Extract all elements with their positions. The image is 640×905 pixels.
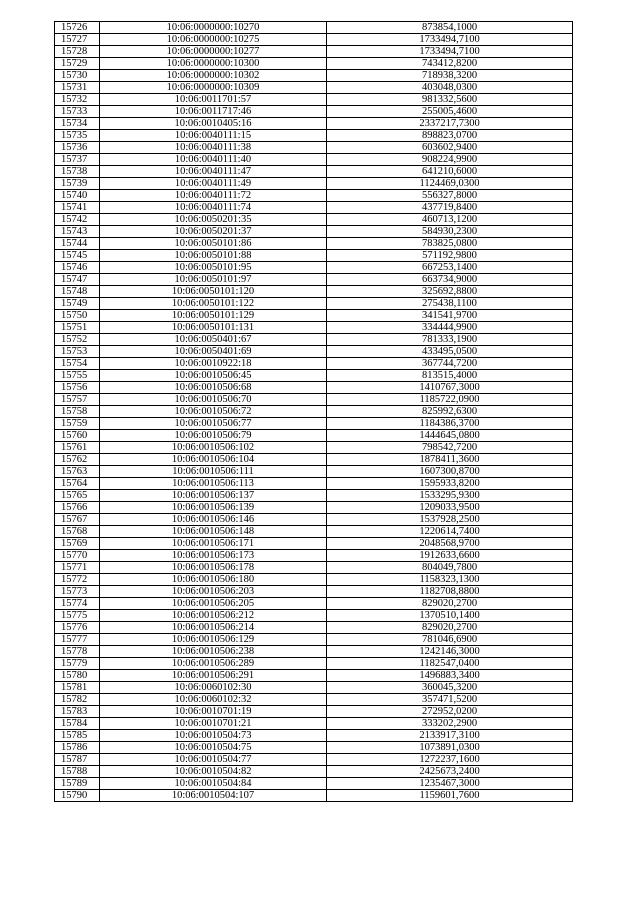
- table-row: [55, 610, 573, 622]
- row-number: 15756: [55, 382, 100, 394]
- cadastral-value: 2425673,2400: [327, 766, 573, 778]
- cadastral-value: 898823,0700: [327, 130, 573, 142]
- cadastral-number: 10:06:0010504:107: [100, 790, 327, 802]
- row-number: 15762: [55, 454, 100, 466]
- cadastral-value: 367744,7200: [327, 358, 573, 370]
- cadastral-value: 1537928,2500: [327, 514, 573, 526]
- row-number: 15742: [55, 214, 100, 226]
- cadastral-number: 10:06:0040111:74: [100, 202, 327, 214]
- row-number: 15748: [55, 286, 100, 298]
- row-number: 15767: [55, 514, 100, 526]
- table-row: [55, 22, 573, 34]
- cadastral-number: 10:06:0010506:111: [100, 466, 327, 478]
- cadastral-number: 10:06:0010506:113: [100, 478, 327, 490]
- table-row: [55, 586, 573, 598]
- cadastral-value: 1159601,7600: [327, 790, 573, 802]
- row-number: 15752: [55, 334, 100, 346]
- table-row: [55, 142, 573, 154]
- row-number: 15746: [55, 262, 100, 274]
- row-number: 15770: [55, 550, 100, 562]
- cadastral-number: 10:06:0000000:10300: [100, 58, 327, 70]
- cadastral-number: 10:06:0040111:72: [100, 190, 327, 202]
- cadastral-number: 10:06:0010506:148: [100, 526, 327, 538]
- row-number: 15749: [55, 298, 100, 310]
- row-number: 15763: [55, 466, 100, 478]
- row-number: 15772: [55, 574, 100, 586]
- cadastral-value: 357471,5200: [327, 694, 573, 706]
- cadastral-value: 1733494,7100: [327, 34, 573, 46]
- cadastral-value: 873854,1000: [327, 22, 573, 34]
- table-row: [55, 406, 573, 418]
- table-row: [55, 550, 573, 562]
- row-number: 15750: [55, 310, 100, 322]
- cadastral-value: 798542,7200: [327, 442, 573, 454]
- row-number: 15728: [55, 46, 100, 58]
- cadastral-number: 10:06:0010506:205: [100, 598, 327, 610]
- table-row: [55, 322, 573, 334]
- cadastral-value: 781046,6900: [327, 634, 573, 646]
- cadastral-number: 10:06:0050401:67: [100, 334, 327, 346]
- row-number: 15743: [55, 226, 100, 238]
- cadastral-number: 10:06:0010506:238: [100, 646, 327, 658]
- cadastral-value: 1124469,0300: [327, 178, 573, 190]
- table-row: [55, 370, 573, 382]
- table-body: [55, 22, 573, 802]
- table-row: [55, 250, 573, 262]
- cadastral-number: 10:06:0040111:15: [100, 130, 327, 142]
- cadastral-number: 10:06:0010506:77: [100, 418, 327, 430]
- cadastral-value: 1496883,3400: [327, 670, 573, 682]
- table-row: [55, 466, 573, 478]
- row-number: 15739: [55, 178, 100, 190]
- cadastral-number: 10:06:0010506:72: [100, 406, 327, 418]
- row-number: 15776: [55, 622, 100, 634]
- cadastral-number: 10:06:0010504:84: [100, 778, 327, 790]
- table-row: [55, 502, 573, 514]
- row-number: 15786: [55, 742, 100, 754]
- table-row: [55, 310, 573, 322]
- cadastral-number: 10:06:0010506:45: [100, 370, 327, 382]
- cadastral-value: 813515,4000: [327, 370, 573, 382]
- table-row: [55, 274, 573, 286]
- cadastral-value: 829020,2700: [327, 598, 573, 610]
- cadastral-number: 10:06:0010506:171: [100, 538, 327, 550]
- cadastral-number: 10:06:0010701:19: [100, 706, 327, 718]
- cadastral-value: 908224,9900: [327, 154, 573, 166]
- cadastral-value: 667253,1400: [327, 262, 573, 274]
- cadastral-value: 325692,8800: [327, 286, 573, 298]
- cadastral-value: 341541,9700: [327, 310, 573, 322]
- cadastral-value: 1444645,0800: [327, 430, 573, 442]
- cadastral-number: 10:06:0010506:139: [100, 502, 327, 514]
- row-number: 15759: [55, 418, 100, 430]
- table-row: [55, 394, 573, 406]
- row-number: 15775: [55, 610, 100, 622]
- row-number: 15731: [55, 82, 100, 94]
- cadastral-number: 10:06:0000000:10275: [100, 34, 327, 46]
- cadastral-value: 360045,3200: [327, 682, 573, 694]
- cadastral-value: 743412,8200: [327, 58, 573, 70]
- row-number: 15782: [55, 694, 100, 706]
- table-row: [55, 382, 573, 394]
- cadastral-value: 275438,1100: [327, 298, 573, 310]
- row-number: 15726: [55, 22, 100, 34]
- row-number: 15761: [55, 442, 100, 454]
- row-number: 15783: [55, 706, 100, 718]
- cadastral-value: 718938,3200: [327, 70, 573, 82]
- table-row: [55, 634, 573, 646]
- table-row: [55, 334, 573, 346]
- table-row: [55, 718, 573, 730]
- row-number: 15735: [55, 130, 100, 142]
- cadastral-value: 1182708,8800: [327, 586, 573, 598]
- table-row: [55, 574, 573, 586]
- row-number: 15778: [55, 646, 100, 658]
- cadastral-number: 10:06:0000000:10277: [100, 46, 327, 58]
- row-number: 15727: [55, 34, 100, 46]
- row-number: 15784: [55, 718, 100, 730]
- cadastral-value: 663734,9000: [327, 274, 573, 286]
- row-number: 15753: [55, 346, 100, 358]
- cadastral-value: 1242146,3000: [327, 646, 573, 658]
- cadastral-value: 829020,2700: [327, 622, 573, 634]
- cadastral-value: 1184386,3700: [327, 418, 573, 430]
- cadastral-value: 783825,0800: [327, 238, 573, 250]
- table-row: [55, 130, 573, 142]
- table-row: [55, 286, 573, 298]
- cadastral-number: 10:06:0050201:35: [100, 214, 327, 226]
- cadastral-number: 10:06:0011701:57: [100, 94, 327, 106]
- cadastral-number: 10:06:0010506:102: [100, 442, 327, 454]
- table-row: [55, 538, 573, 550]
- table-row: [55, 790, 573, 802]
- table-row: [55, 226, 573, 238]
- table-row: [55, 106, 573, 118]
- table-row: [55, 418, 573, 430]
- cadastral-value: 255005,4600: [327, 106, 573, 118]
- cadastral-value: 437719,8400: [327, 202, 573, 214]
- table-row: [55, 598, 573, 610]
- cadastral-number: 10:06:0040111:38: [100, 142, 327, 154]
- cadastral-value: 2133917,3100: [327, 730, 573, 742]
- cadastral-number: 10:06:0050101:97: [100, 274, 327, 286]
- table-row: [55, 430, 573, 442]
- table-row: [55, 622, 573, 634]
- cadastral-number: 10:06:0010506:70: [100, 394, 327, 406]
- cadastral-value: 460713,1200: [327, 214, 573, 226]
- cadastral-number: 10:06:0000000:10302: [100, 70, 327, 82]
- row-number: 15751: [55, 322, 100, 334]
- cadastral-number: 10:06:0010506:178: [100, 562, 327, 574]
- cadastral-value: 1370510,1400: [327, 610, 573, 622]
- cadastral-value-table: [54, 21, 573, 802]
- cadastral-number: 10:06:0050101:88: [100, 250, 327, 262]
- table-row: [55, 154, 573, 166]
- cadastral-value: 403048,0300: [327, 82, 573, 94]
- table-row: [55, 346, 573, 358]
- cadastral-number: 10:06:0050101:86: [100, 238, 327, 250]
- cadastral-value: 1410767,3000: [327, 382, 573, 394]
- table-row: [55, 442, 573, 454]
- cadastral-value: 1607300,8700: [327, 466, 573, 478]
- cadastral-value: 556327,8000: [327, 190, 573, 202]
- table-row: [55, 202, 573, 214]
- table-row: [55, 94, 573, 106]
- table-row: [55, 214, 573, 226]
- row-number: 15745: [55, 250, 100, 262]
- cadastral-value: 1185722,0900: [327, 394, 573, 406]
- cadastral-number: 10:06:0040111:49: [100, 178, 327, 190]
- table-row: [55, 118, 573, 130]
- row-number: 15790: [55, 790, 100, 802]
- cadastral-value: 1158323,1300: [327, 574, 573, 586]
- table-row: [55, 514, 573, 526]
- row-number: 15777: [55, 634, 100, 646]
- cadastral-number: 10:06:0010506:214: [100, 622, 327, 634]
- row-number: 15781: [55, 682, 100, 694]
- cadastral-value: 1272237,1600: [327, 754, 573, 766]
- table-row: [55, 46, 573, 58]
- cadastral-value: 1595933,8200: [327, 478, 573, 490]
- cadastral-value: 603602,9400: [327, 142, 573, 154]
- cadastral-number: 10:06:0010922:18: [100, 358, 327, 370]
- table-row: [55, 58, 573, 70]
- table-row: [55, 70, 573, 82]
- row-number: 15779: [55, 658, 100, 670]
- cadastral-value: 2048568,9700: [327, 538, 573, 550]
- cadastral-number: 10:06:0000000:10309: [100, 82, 327, 94]
- row-number: 15758: [55, 406, 100, 418]
- cadastral-value: 433495,0500: [327, 346, 573, 358]
- cadastral-number: 10:06:0010506:146: [100, 514, 327, 526]
- row-number: 15757: [55, 394, 100, 406]
- table-row: [55, 706, 573, 718]
- table-row: [55, 358, 573, 370]
- cadastral-value: 334444,9900: [327, 322, 573, 334]
- cadastral-number: 10:06:0011717:46: [100, 106, 327, 118]
- cadastral-value: 2337217,7300: [327, 118, 573, 130]
- table-row: [55, 82, 573, 94]
- cadastral-value: 272952,0200: [327, 706, 573, 718]
- row-number: 15740: [55, 190, 100, 202]
- cadastral-value: 1878411,3600: [327, 454, 573, 466]
- row-number: 15773: [55, 586, 100, 598]
- document-page: [54, 21, 572, 802]
- cadastral-value: 781333,1900: [327, 334, 573, 346]
- table-row: [55, 694, 573, 706]
- cadastral-number: 10:06:0010405:16: [100, 118, 327, 130]
- row-number: 15785: [55, 730, 100, 742]
- cadastral-number: 10:06:0050101:120: [100, 286, 327, 298]
- table-row: [55, 34, 573, 46]
- table-row: [55, 754, 573, 766]
- cadastral-value: 1073891,0300: [327, 742, 573, 754]
- table-row: [55, 646, 573, 658]
- cadastral-number: 10:06:0060102:30: [100, 682, 327, 694]
- cadastral-value: 825992,6300: [327, 406, 573, 418]
- cadastral-number: 10:06:0010504:82: [100, 766, 327, 778]
- cadastral-number: 10:06:0050101:129: [100, 310, 327, 322]
- row-number: 15787: [55, 754, 100, 766]
- cadastral-value: 1533295,9300: [327, 490, 573, 502]
- row-number: 15741: [55, 202, 100, 214]
- cadastral-value: 981332,5600: [327, 94, 573, 106]
- cadastral-number: 10:06:0010506:79: [100, 430, 327, 442]
- cadastral-number: 10:06:0010506:289: [100, 658, 327, 670]
- table-row: [55, 658, 573, 670]
- table-row: [55, 670, 573, 682]
- cadastral-number: 10:06:0050101:131: [100, 322, 327, 334]
- cadastral-value: 641210,6000: [327, 166, 573, 178]
- cadastral-value: 584930,2300: [327, 226, 573, 238]
- row-number: 15780: [55, 670, 100, 682]
- table-row: [55, 454, 573, 466]
- table-row: [55, 766, 573, 778]
- table-row: [55, 682, 573, 694]
- cadastral-number: 10:06:0010506:203: [100, 586, 327, 598]
- row-number: 15736: [55, 142, 100, 154]
- cadastral-number: 10:06:0010506:129: [100, 634, 327, 646]
- row-number: 15765: [55, 490, 100, 502]
- cadastral-number: 10:06:0050401:69: [100, 346, 327, 358]
- table-row: [55, 238, 573, 250]
- cadastral-value: 804049,7800: [327, 562, 573, 574]
- table-row: [55, 178, 573, 190]
- table-row: [55, 742, 573, 754]
- row-number: 15729: [55, 58, 100, 70]
- cadastral-value: 1912633,6600: [327, 550, 573, 562]
- row-number: 15755: [55, 370, 100, 382]
- row-number: 15768: [55, 526, 100, 538]
- cadastral-number: 10:06:0060102:32: [100, 694, 327, 706]
- table-row: [55, 778, 573, 790]
- cadastral-value: 1220614,7400: [327, 526, 573, 538]
- row-number: 15754: [55, 358, 100, 370]
- row-number: 15766: [55, 502, 100, 514]
- row-number: 15760: [55, 430, 100, 442]
- cadastral-number: 10:06:0010504:73: [100, 730, 327, 742]
- cadastral-number: 10:06:0010504:75: [100, 742, 327, 754]
- cadastral-number: 10:06:0010504:77: [100, 754, 327, 766]
- row-number: 15764: [55, 478, 100, 490]
- cadastral-number: 10:06:0040111:40: [100, 154, 327, 166]
- row-number: 15732: [55, 94, 100, 106]
- cadastral-value: 571192,9800: [327, 250, 573, 262]
- cadastral-number: 10:06:0040111:47: [100, 166, 327, 178]
- cadastral-number: 10:06:0050201:37: [100, 226, 327, 238]
- row-number: 15730: [55, 70, 100, 82]
- cadastral-value: 1733494,7100: [327, 46, 573, 58]
- table-row: [55, 490, 573, 502]
- row-number: 15774: [55, 598, 100, 610]
- row-number: 15789: [55, 778, 100, 790]
- cadastral-number: 10:06:0010506:104: [100, 454, 327, 466]
- row-number: 15771: [55, 562, 100, 574]
- table-row: [55, 478, 573, 490]
- row-number: 15738: [55, 166, 100, 178]
- table-row: [55, 166, 573, 178]
- table-row: [55, 526, 573, 538]
- table-row: [55, 190, 573, 202]
- table-row: [55, 730, 573, 742]
- cadastral-number: 10:06:0010506:173: [100, 550, 327, 562]
- cadastral-number: 10:06:0010701:21: [100, 718, 327, 730]
- row-number: 15788: [55, 766, 100, 778]
- row-number: 15744: [55, 238, 100, 250]
- cadastral-number: 10:06:0010506:212: [100, 610, 327, 622]
- cadastral-number: 10:06:0010506:291: [100, 670, 327, 682]
- row-number: 15734: [55, 118, 100, 130]
- cadastral-number: 10:06:0050101:95: [100, 262, 327, 274]
- table-row: [55, 562, 573, 574]
- cadastral-number: 10:06:0000000:10270: [100, 22, 327, 34]
- table-row: [55, 298, 573, 310]
- row-number: 15737: [55, 154, 100, 166]
- row-number: 15747: [55, 274, 100, 286]
- table-row: [55, 262, 573, 274]
- cadastral-value: 333202,2900: [327, 718, 573, 730]
- row-number: 15733: [55, 106, 100, 118]
- cadastral-number: 10:06:0010506:180: [100, 574, 327, 586]
- cadastral-number: 10:06:0010506:68: [100, 382, 327, 394]
- cadastral-value: 1235467,3000: [327, 778, 573, 790]
- cadastral-value: 1209033,9500: [327, 502, 573, 514]
- cadastral-number: 10:06:0050101:122: [100, 298, 327, 310]
- cadastral-value: 1182547,0400: [327, 658, 573, 670]
- row-number: 15769: [55, 538, 100, 550]
- cadastral-number: 10:06:0010506:137: [100, 490, 327, 502]
